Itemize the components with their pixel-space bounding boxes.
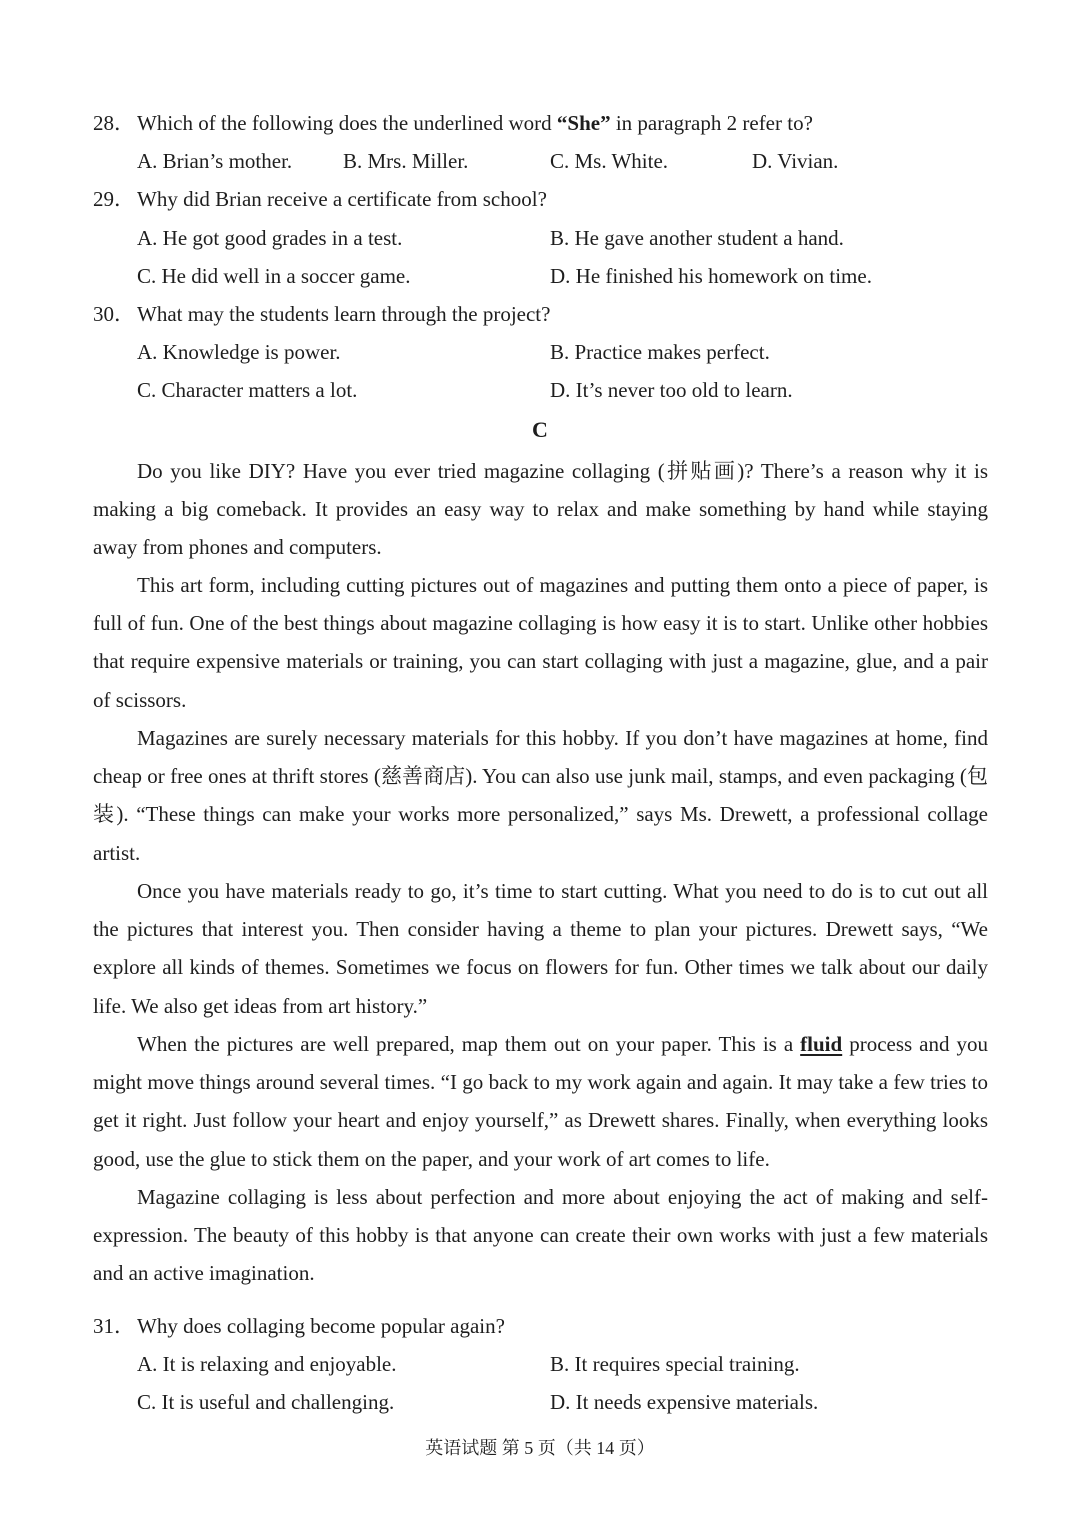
question-30-option-a: A. Knowledge is power. [137, 340, 341, 364]
question-28-option-c: C. Ms. White. [550, 149, 669, 173]
question-31-option-b: B. It requires special training. [550, 1352, 800, 1376]
passage-paragraph-2: This art form, including cutting pictures out of magazines and putting them onto a piece of paper, is full of fun. One of the best things about magazine collaging is how easy it is to start. Unlike other hobbies that require expensive materials or training, you can start collaging with just a magazine, glue, and a pair of scissors. [93, 573, 988, 712]
question-31-option-d: D. It needs expensive materials. [550, 1390, 819, 1414]
passage-paragraph-5 [93, 1025, 988, 1178]
question-28-option-a: A. Brian’s mother. [137, 149, 293, 173]
question-31-option-a: A. It is relaxing and enjoyable. [137, 1352, 397, 1376]
question-28-stem [137, 109, 813, 137]
section-title: C [532, 417, 548, 442]
question-31-option-c: C. It is useful and challenging. [137, 1390, 395, 1414]
question-30-option-c: C. Character matters a lot. [137, 378, 358, 402]
underlined-word-fluid: fluid [800, 1032, 843, 1056]
question-28-stem-bold: “She” [556, 111, 611, 135]
question-30-stem: What may the students learn through the project? [137, 302, 551, 326]
question-29-option-b: B. He gave another student a hand. [550, 226, 844, 250]
question-30-number: 30． [93, 302, 135, 326]
question-30-option-d: D. It’s never too old to learn. [550, 378, 793, 402]
question-31-number: 31． [93, 1314, 135, 1338]
question-30-option-b: B. Practice makes perfect. [550, 340, 770, 364]
paragraph-5-post: process and you might move things around several times. “I go back to my work again and again. It may take a few tries to get it right. Just follow your heart and enjoy yourself,” as Drewett shares. Finally, when everything looks good, use the glue to stick them on the paper, and your work of art comes to life. [93, 1032, 988, 1171]
passage-paragraph-1: Do you like DIY? Have you ever tried magazine collaging (拼贴画)? There’s a reason why it is making a big comeback. It provides an easy way to relax and make something by hand while staying away from phones and computers. [93, 459, 988, 560]
question-28-stem-pre: Which of the following does the underlined word [137, 111, 557, 135]
question-29-stem: Why did Brian receive a certificate from school? [137, 187, 547, 211]
paragraph-5-pre: When the pictures are well prepared, map them out on your paper. This is a [137, 1032, 801, 1056]
question-28-number: 28． [93, 111, 135, 135]
question-29-option-c: C. He did well in a soccer game. [137, 264, 411, 288]
question-28-stem-post: in paragraph 2 refer to? [610, 111, 813, 135]
passage-paragraph-4: Once you have materials ready to go, it’s time to start cutting. What you need to do is to cut out all the pictures that interest you. Then consider having a theme to plan your pictures. Drewett says, “We explore all kinds of themes. Sometimes we focus on flowers for fun. Other times we talk about our daily life. We also get ideas from art history.” [93, 879, 988, 1018]
passage-paragraph-6: Magazine collaging is less about perfection and more about enjoying the act of making and self-expression. The beauty of this hobby is that anyone can create their own works with just a few materials and an active imagination. [93, 1185, 988, 1286]
question-31-stem: Why does collaging become popular again? [137, 1314, 505, 1338]
question-29-number: 29． [93, 187, 135, 211]
question-28-option-b: B. Mrs. Miller. [343, 149, 469, 173]
question-29-option-d: D. He finished his homework on time. [550, 264, 872, 288]
question-28-option-d: D. Vivian. [752, 149, 839, 173]
passage-paragraph-3: Magazines are surely necessary materials for this hobby. If you don’t have magazines at home, find cheap or free ones at thrift stores (慈善商店). You can also use junk mail, stamps, and even packaging (包装). “These things can make your works more personalized,” says Ms. Drewett, a professional collage artist. [93, 726, 988, 865]
question-29-option-a: A. He got good grades in a test. [137, 226, 403, 250]
page-footer: 英语试题 第 5 页（共 14 页） [425, 1438, 655, 1458]
